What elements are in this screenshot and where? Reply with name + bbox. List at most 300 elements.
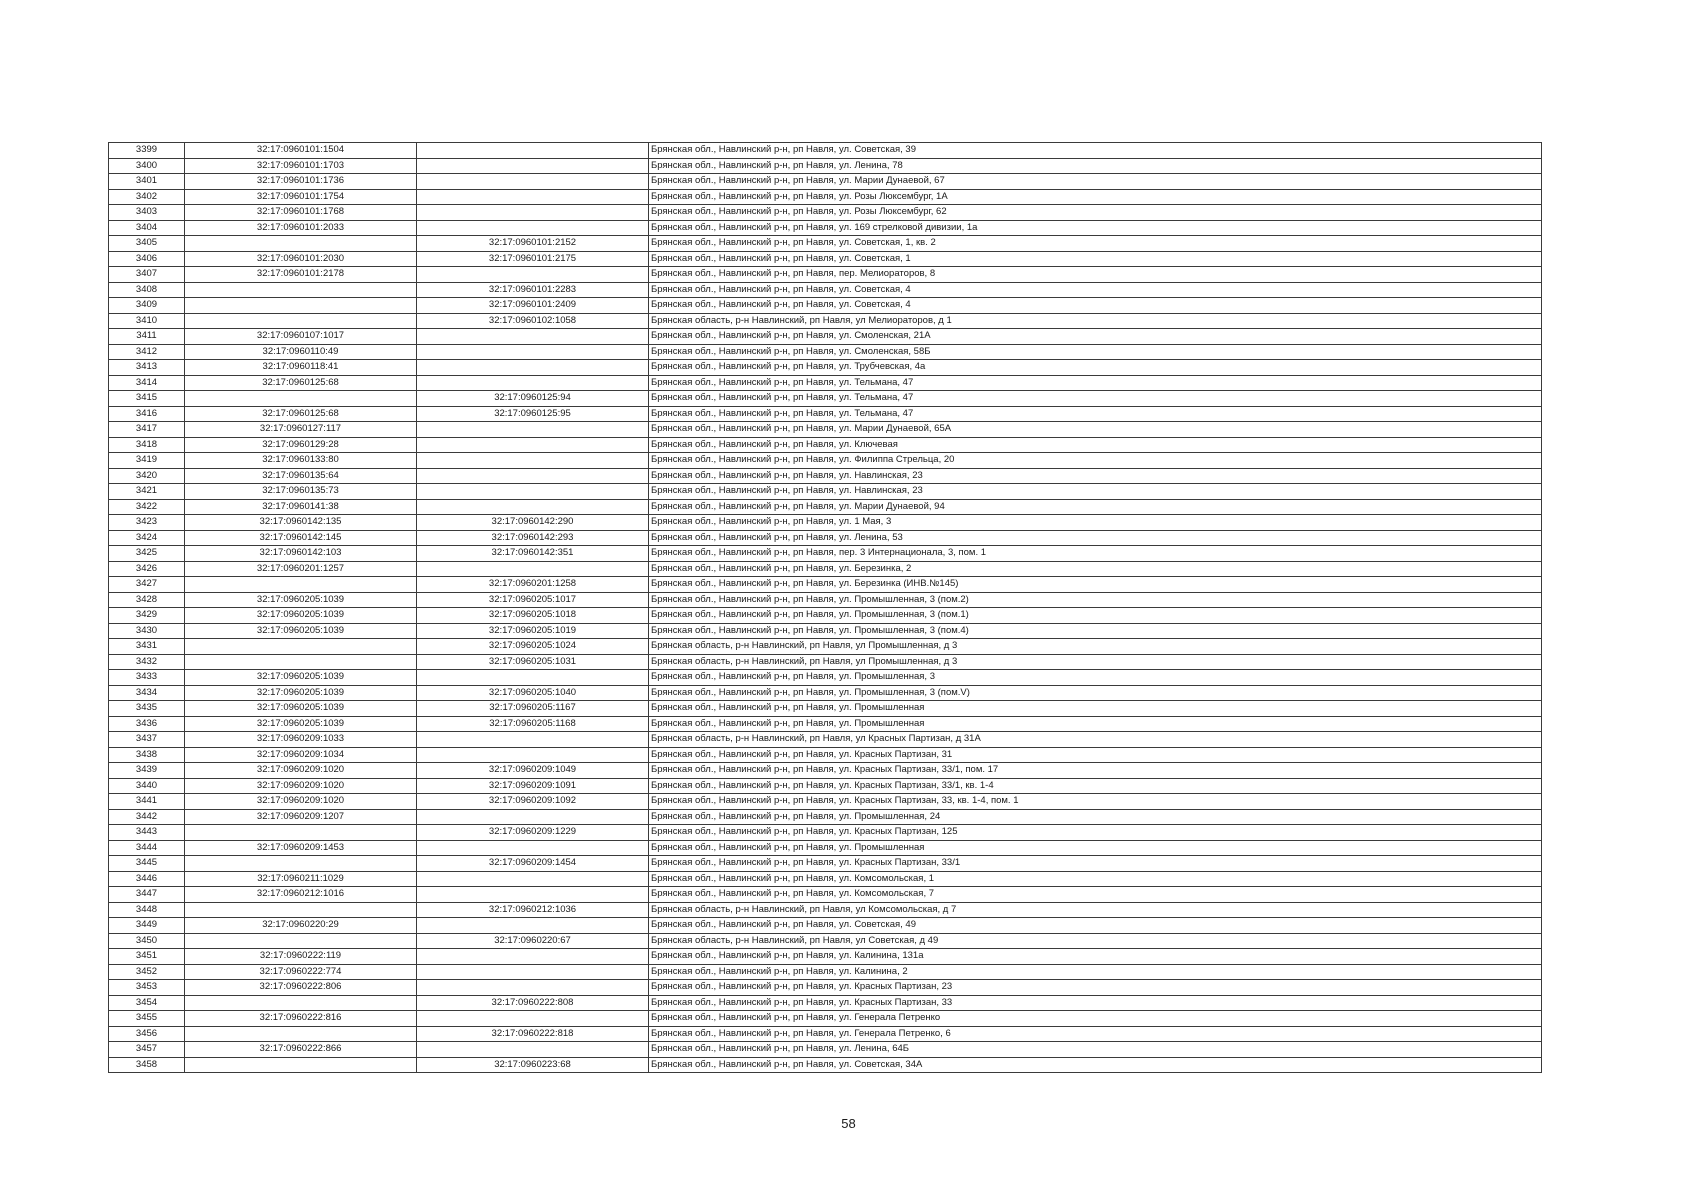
address-cell: Брянская обл., Навлинский р-н, рп Навля, ул. Советская, 1, кв. 2 <box>649 236 1542 252</box>
address-cell: Брянская область, р-н Навлинский, рп Навля, ул Мелиораторов, д 1 <box>649 313 1542 329</box>
row-number-cell: 3440 <box>109 778 185 794</box>
object-cadastral-number-cell: 32:17:0960209:1092 <box>417 794 649 810</box>
table-row <box>109 391 1542 407</box>
address-cell: Брянская обл., Навлинский р-н, рп Навля, ул. Красных Партизан, 33/1, пом. 17 <box>649 763 1542 779</box>
table-row <box>109 158 1542 174</box>
object-cadastral-number-cell <box>417 375 649 391</box>
cadastral-number-cell: 32:17:0960205:1039 <box>185 623 417 639</box>
table-row <box>109 964 1542 980</box>
object-cadastral-number-cell <box>417 918 649 934</box>
object-cadastral-number-cell <box>417 887 649 903</box>
row-number-cell: 3437 <box>109 732 185 748</box>
object-cadastral-number-cell: 32:17:0960142:351 <box>417 546 649 562</box>
object-cadastral-number-cell: 32:17:0960205:1018 <box>417 608 649 624</box>
row-number-cell: 3417 <box>109 422 185 438</box>
table-row <box>109 468 1542 484</box>
address-cell: Брянская обл., Навлинский р-н, рп Навля, ул. Калинина, 131а <box>649 949 1542 965</box>
cadastral-number-cell: 32:17:0960142:103 <box>185 546 417 562</box>
cadastral-number-cell: 32:17:0960209:1034 <box>185 747 417 763</box>
cadastral-number-cell <box>185 577 417 593</box>
row-number-cell: 3409 <box>109 298 185 314</box>
address-cell: Брянская обл., Навлинский р-н, рп Навля, ул. Филиппа Стрельца, 20 <box>649 453 1542 469</box>
table-row <box>109 375 1542 391</box>
row-number-cell: 3408 <box>109 282 185 298</box>
cadastral-number-cell: 32:17:0960201:1257 <box>185 561 417 577</box>
object-cadastral-number-cell <box>417 1011 649 1027</box>
object-cadastral-number-cell <box>417 158 649 174</box>
row-number-cell: 3442 <box>109 809 185 825</box>
address-cell: Брянская обл., Навлинский р-н, рп Навля, ул. Промышленная <box>649 716 1542 732</box>
address-cell: Брянская обл., Навлинский р-н, рп Навля, ул. Промышленная <box>649 840 1542 856</box>
object-cadastral-number-cell <box>417 329 649 345</box>
table-row <box>109 685 1542 701</box>
table-row <box>109 856 1542 872</box>
address-cell: Брянская обл., Навлинский р-н, рп Навля, ул. Советская, 1 <box>649 251 1542 267</box>
row-number-cell: 3401 <box>109 174 185 190</box>
row-number-cell: 3402 <box>109 189 185 205</box>
address-cell: Брянская обл., Навлинский р-н, рп Навля, ул. Промышленная, 3 <box>649 670 1542 686</box>
cadastral-number-cell: 32:17:0960222:119 <box>185 949 417 965</box>
address-cell: Брянская обл., Навлинский р-н, рп Навля, ул. Розы Люксембург, 1А <box>649 189 1542 205</box>
table-row <box>109 887 1542 903</box>
address-cell: Брянская обл., Навлинский р-н, рп Навля, ул. Промышленная, 3 (пом.1) <box>649 608 1542 624</box>
object-cadastral-number-cell: 32:17:0960142:293 <box>417 530 649 546</box>
row-number-cell: 3433 <box>109 670 185 686</box>
cadastral-number-cell <box>185 391 417 407</box>
table-row <box>109 778 1542 794</box>
address-cell: Брянская обл., Навлинский р-н, рп Навля, ул. Ленина, 78 <box>649 158 1542 174</box>
row-number-cell: 3407 <box>109 267 185 283</box>
cadastral-number-cell: 32:17:0960129:28 <box>185 437 417 453</box>
object-cadastral-number-cell <box>417 1042 649 1058</box>
cadastral-number-cell: 32:17:0960101:2030 <box>185 251 417 267</box>
table-row <box>109 1011 1542 1027</box>
cadastral-number-cell: 32:17:0960222:774 <box>185 964 417 980</box>
table-row <box>109 484 1542 500</box>
table-row <box>109 561 1542 577</box>
cadastral-number-cell: 32:17:0960209:1020 <box>185 778 417 794</box>
object-cadastral-number-cell <box>417 189 649 205</box>
cadastral-number-cell <box>185 902 417 918</box>
address-cell: Брянская обл., Навлинский р-н, рп Навля, ул. Розы Люксембург, 62 <box>649 205 1542 221</box>
object-cadastral-number-cell <box>417 670 649 686</box>
object-cadastral-number-cell <box>417 980 649 996</box>
object-cadastral-number-cell <box>417 561 649 577</box>
object-cadastral-number-cell <box>417 840 649 856</box>
table-row <box>109 949 1542 965</box>
address-cell: Брянская область, р-н Навлинский, рп Навля, ул Промышленная, д 3 <box>649 654 1542 670</box>
object-cadastral-number-cell: 32:17:0960101:2283 <box>417 282 649 298</box>
row-number-cell: 3451 <box>109 949 185 965</box>
address-cell: Брянская обл., Навлинский р-н, рп Навля, ул. Навлинская, 23 <box>649 484 1542 500</box>
table-row <box>109 995 1542 1011</box>
table-row <box>109 918 1542 934</box>
cadastral-number-cell: 32:17:0960205:1039 <box>185 685 417 701</box>
cadastral-number-cell <box>185 856 417 872</box>
cadastral-number-cell: 32:17:0960127:117 <box>185 422 417 438</box>
object-cadastral-number-cell <box>417 267 649 283</box>
table-row <box>109 592 1542 608</box>
row-number-cell: 3455 <box>109 1011 185 1027</box>
cadastral-number-cell: 32:17:0960209:1020 <box>185 763 417 779</box>
object-cadastral-number-cell <box>417 468 649 484</box>
table-row <box>109 840 1542 856</box>
address-cell: Брянская обл., Навлинский р-н, рп Навля, ул. Смоленская, 21А <box>649 329 1542 345</box>
object-cadastral-number-cell: 32:17:0960101:2175 <box>417 251 649 267</box>
address-cell: Брянская обл., Навлинский р-н, рп Навля, ул. Ленина, 53 <box>649 530 1542 546</box>
object-cadastral-number-cell: 32:17:0960205:1024 <box>417 639 649 655</box>
object-cadastral-number-cell: 32:17:0960205:1040 <box>417 685 649 701</box>
table-row <box>109 1057 1542 1073</box>
address-cell: Брянская обл., Навлинский р-н, рп Навля, ул. Красных Партизан, 23 <box>649 980 1542 996</box>
cadastral-number-cell: 32:17:0960125:68 <box>185 406 417 422</box>
address-cell: Брянская обл., Навлинский р-н, рп Навля, ул. Березинка, 2 <box>649 561 1542 577</box>
object-cadastral-number-cell: 32:17:0960222:818 <box>417 1026 649 1042</box>
address-cell: Брянская обл., Навлинский р-н, рп Навля, ул. Красных Партизан, 33/1, кв. 1-4 <box>649 778 1542 794</box>
table-row <box>109 654 1542 670</box>
object-cadastral-number-cell: 32:17:0960125:94 <box>417 391 649 407</box>
row-number-cell: 3400 <box>109 158 185 174</box>
row-number-cell: 3457 <box>109 1042 185 1058</box>
object-cadastral-number-cell: 32:17:0960205:1168 <box>417 716 649 732</box>
object-cadastral-number-cell: 32:17:0960205:1167 <box>417 701 649 717</box>
row-number-cell: 3441 <box>109 794 185 810</box>
object-cadastral-number-cell: 32:17:0960209:1454 <box>417 856 649 872</box>
object-cadastral-number-cell: 32:17:0960101:2152 <box>417 236 649 252</box>
table-row <box>109 639 1542 655</box>
table-row <box>109 422 1542 438</box>
table-row <box>109 236 1542 252</box>
object-cadastral-number-cell: 32:17:0960220:67 <box>417 933 649 949</box>
cadastral-number-cell: 32:17:0960101:2178 <box>185 267 417 283</box>
row-number-cell: 3413 <box>109 360 185 376</box>
row-number-cell: 3399 <box>109 143 185 159</box>
address-cell: Брянская обл., Навлинский р-н, рп Навля, ул. Марии Дунаевой, 65А <box>649 422 1542 438</box>
row-number-cell: 3439 <box>109 763 185 779</box>
table-row <box>109 298 1542 314</box>
table-row <box>109 546 1542 562</box>
object-cadastral-number-cell <box>417 732 649 748</box>
cadastral-number-cell: 32:17:0960209:1020 <box>185 794 417 810</box>
row-number-cell: 3446 <box>109 871 185 887</box>
row-number-cell: 3438 <box>109 747 185 763</box>
table-row <box>109 437 1542 453</box>
table-row <box>109 980 1542 996</box>
cadastral-number-cell <box>185 1026 417 1042</box>
table-row <box>109 329 1542 345</box>
cadastral-number-cell <box>185 313 417 329</box>
cadastral-number-cell: 32:17:0960142:135 <box>185 515 417 531</box>
address-cell: Брянская обл., Навлинский р-н, рп Навля, ул. Ключевая <box>649 437 1542 453</box>
table-row <box>109 825 1542 841</box>
cadastral-number-cell: 32:17:0960135:64 <box>185 468 417 484</box>
cadastral-number-cell: 32:17:0960133:80 <box>185 453 417 469</box>
row-number-cell: 3416 <box>109 406 185 422</box>
row-number-cell: 3414 <box>109 375 185 391</box>
object-cadastral-number-cell: 32:17:0960205:1017 <box>417 592 649 608</box>
address-cell: Брянская обл., Навлинский р-н, рп Навля, ул. Марии Дунаевой, 67 <box>649 174 1542 190</box>
table-row <box>109 902 1542 918</box>
table-row <box>109 1042 1542 1058</box>
cadastral-number-cell: 32:17:0960222:806 <box>185 980 417 996</box>
object-cadastral-number-cell <box>417 453 649 469</box>
address-cell: Брянская обл., Навлинский р-н, рп Навля, ул. Комсомольская, 1 <box>649 871 1542 887</box>
row-number-cell: 3428 <box>109 592 185 608</box>
row-number-cell: 3424 <box>109 530 185 546</box>
table-row <box>109 530 1542 546</box>
table-row <box>109 747 1542 763</box>
row-number-cell: 3420 <box>109 468 185 484</box>
row-number-cell: 3425 <box>109 546 185 562</box>
row-number-cell: 3435 <box>109 701 185 717</box>
row-number-cell: 3436 <box>109 716 185 732</box>
cadastral-number-cell <box>185 1057 417 1073</box>
object-cadastral-number-cell: 32:17:0960222:808 <box>417 995 649 1011</box>
object-cadastral-number-cell <box>417 422 649 438</box>
row-number-cell: 3427 <box>109 577 185 593</box>
object-cadastral-number-cell: 32:17:0960102:1058 <box>417 313 649 329</box>
address-cell: Брянская обл., Навлинский р-н, рп Навля, ул. Смоленская, 58Б <box>649 344 1542 360</box>
row-number-cell: 3454 <box>109 995 185 1011</box>
row-number-cell: 3410 <box>109 313 185 329</box>
object-cadastral-number-cell <box>417 747 649 763</box>
object-cadastral-number-cell <box>417 220 649 236</box>
table-row <box>109 701 1542 717</box>
row-number-cell: 3426 <box>109 561 185 577</box>
table-row <box>109 220 1542 236</box>
address-cell: Брянская обл., Навлинский р-н, рп Навля, пер. 3 Интернационала, 3, пом. 1 <box>649 546 1542 562</box>
address-cell: Брянская обл., Навлинский р-н, рп Навля, ул. Промышленная <box>649 701 1542 717</box>
object-cadastral-number-cell: 32:17:0960142:290 <box>417 515 649 531</box>
row-number-cell: 3403 <box>109 205 185 221</box>
row-number-cell: 3430 <box>109 623 185 639</box>
cadastral-number-cell: 32:17:0960205:1039 <box>185 592 417 608</box>
object-cadastral-number-cell <box>417 437 649 453</box>
row-number-cell: 3412 <box>109 344 185 360</box>
cadastral-number-cell: 32:17:0960205:1039 <box>185 701 417 717</box>
cadastral-number-cell: 32:17:0960142:145 <box>185 530 417 546</box>
address-cell: Брянская обл., Навлинский р-н, рп Навля, ул. Тельмана, 47 <box>649 406 1542 422</box>
row-number-cell: 3411 <box>109 329 185 345</box>
address-cell: Брянская обл., Навлинский р-н, рп Навля, ул. Генерала Петренко, 6 <box>649 1026 1542 1042</box>
address-cell: Брянская область, р-н Навлинский, рп Навля, ул Комсомольская, д 7 <box>649 902 1542 918</box>
registry-table-body <box>109 143 1542 1073</box>
table-row <box>109 205 1542 221</box>
row-number-cell: 3406 <box>109 251 185 267</box>
row-number-cell: 3444 <box>109 840 185 856</box>
address-cell: Брянская обл., Навлинский р-н, рп Навля, ул. Красных Партизан, 33/1 <box>649 856 1542 872</box>
table-row <box>109 174 1542 190</box>
row-number-cell: 3453 <box>109 980 185 996</box>
object-cadastral-number-cell <box>417 205 649 221</box>
cadastral-number-cell: 32:17:0960205:1039 <box>185 670 417 686</box>
table-row <box>109 267 1542 283</box>
cadastral-number-cell: 32:17:0960101:1504 <box>185 143 417 159</box>
address-cell: Брянская обл., Навлинский р-н, рп Навля, ул. Тельмана, 47 <box>649 375 1542 391</box>
table-row <box>109 406 1542 422</box>
row-number-cell: 3448 <box>109 902 185 918</box>
object-cadastral-number-cell <box>417 871 649 887</box>
address-cell: Брянская обл., Навлинский р-н, рп Навля, ул. Советская, 39 <box>649 143 1542 159</box>
row-number-cell: 3431 <box>109 639 185 655</box>
object-cadastral-number-cell <box>417 143 649 159</box>
cadastral-number-cell: 32:17:0960135:73 <box>185 484 417 500</box>
table-row <box>109 809 1542 825</box>
table-row <box>109 763 1542 779</box>
page-number: 58 <box>841 1116 856 1131</box>
object-cadastral-number-cell: 32:17:0960209:1049 <box>417 763 649 779</box>
cadastral-number-cell: 32:17:0960101:1768 <box>185 205 417 221</box>
cadastral-number-cell: 32:17:0960101:1736 <box>185 174 417 190</box>
address-cell: Брянская обл., Навлинский р-н, рп Навля, ул. Тельмана, 47 <box>649 391 1542 407</box>
address-cell: Брянская обл., Навлинский р-н, рп Навля, ул. Советская, 4 <box>649 298 1542 314</box>
address-cell: Брянская обл., Навлинский р-н, рп Навля, ул. Красных Партизан, 125 <box>649 825 1542 841</box>
cadastral-number-cell: 32:17:0960220:29 <box>185 918 417 934</box>
address-cell: Брянская обл., Навлинский р-н, рп Навля, ул. Красных Партизан, 31 <box>649 747 1542 763</box>
cadastral-number-cell: 32:17:0960101:2033 <box>185 220 417 236</box>
address-cell: Брянская обл., Навлинский р-н, рп Навля, пер. Мелиораторов, 8 <box>649 267 1542 283</box>
address-cell: Брянская обл., Навлинский р-н, рп Навля, ул. Промышленная, 3 (пом.4) <box>649 623 1542 639</box>
object-cadastral-number-cell <box>417 344 649 360</box>
table-row <box>109 515 1542 531</box>
object-cadastral-number-cell: 32:17:0960125:95 <box>417 406 649 422</box>
address-cell: Брянская обл., Навлинский р-н, рп Навля, ул. Трубчевская, 4а <box>649 360 1542 376</box>
cadastral-number-cell: 32:17:0960107:1017 <box>185 329 417 345</box>
table-row <box>109 189 1542 205</box>
row-number-cell: 3404 <box>109 220 185 236</box>
object-cadastral-number-cell <box>417 809 649 825</box>
table-row <box>109 251 1542 267</box>
row-number-cell: 3423 <box>109 515 185 531</box>
object-cadastral-number-cell: 32:17:0960205:1019 <box>417 623 649 639</box>
address-cell: Брянская обл., Навлинский р-н, рп Навля, ул. Ленина, 64Б <box>649 1042 1542 1058</box>
object-cadastral-number-cell <box>417 949 649 965</box>
table-row <box>109 716 1542 732</box>
object-cadastral-number-cell: 32:17:0960205:1031 <box>417 654 649 670</box>
table-row <box>109 608 1542 624</box>
table-row <box>109 670 1542 686</box>
cadastral-number-cell: 32:17:0960222:866 <box>185 1042 417 1058</box>
cadastral-number-cell: 32:17:0960101:1703 <box>185 158 417 174</box>
cadastral-number-cell: 32:17:0960209:1453 <box>185 840 417 856</box>
cadastral-number-cell: 32:17:0960110:49 <box>185 344 417 360</box>
row-number-cell: 3429 <box>109 608 185 624</box>
row-number-cell: 3432 <box>109 654 185 670</box>
row-number-cell: 3421 <box>109 484 185 500</box>
address-cell: Брянская область, р-н Навлинский, рп Навля, ул Промышленная, д 3 <box>649 639 1542 655</box>
row-number-cell: 3447 <box>109 887 185 903</box>
table-row <box>109 1026 1542 1042</box>
address-cell: Брянская обл., Навлинский р-н, рп Навля, ул. Березинка (ИНВ.№145) <box>649 577 1542 593</box>
address-cell: Брянская обл., Навлинский р-н, рп Навля, ул. Советская, 49 <box>649 918 1542 934</box>
object-cadastral-number-cell: 32:17:0960209:1229 <box>417 825 649 841</box>
address-cell: Брянская обл., Навлинский р-н, рп Навля, ул. Промышленная, 3 (пом.2) <box>649 592 1542 608</box>
object-cadastral-number-cell <box>417 964 649 980</box>
object-cadastral-number-cell: 32:17:0960209:1091 <box>417 778 649 794</box>
cadastral-number-cell: 32:17:0960141:38 <box>185 499 417 515</box>
address-cell: Брянская обл., Навлинский р-н, рп Навля, ул. Навлинская, 23 <box>649 468 1542 484</box>
table-row <box>109 360 1542 376</box>
cadastral-number-cell <box>185 298 417 314</box>
table-row <box>109 499 1542 515</box>
object-cadastral-number-cell <box>417 360 649 376</box>
row-number-cell: 3443 <box>109 825 185 841</box>
table-row <box>109 344 1542 360</box>
cadastral-number-cell: 32:17:0960205:1039 <box>185 608 417 624</box>
table-row <box>109 453 1542 469</box>
cadastral-number-cell <box>185 825 417 841</box>
object-cadastral-number-cell: 32:17:0960101:2409 <box>417 298 649 314</box>
table-row <box>109 313 1542 329</box>
cadastral-number-cell: 32:17:0960212:1016 <box>185 887 417 903</box>
row-number-cell: 3450 <box>109 933 185 949</box>
table-row <box>109 282 1542 298</box>
address-cell: Брянская область, р-н Навлинский, рп Навля, ул Советская, д 49 <box>649 933 1542 949</box>
table-row <box>109 933 1542 949</box>
row-number-cell: 3458 <box>109 1057 185 1073</box>
cadastral-number-cell: 32:17:0960125:68 <box>185 375 417 391</box>
object-cadastral-number-cell: 32:17:0960212:1036 <box>417 902 649 918</box>
table-row <box>109 871 1542 887</box>
table-row <box>109 577 1542 593</box>
registry-table <box>108 142 1542 1073</box>
cadastral-number-cell: 32:17:0960101:1754 <box>185 189 417 205</box>
address-cell: Брянская обл., Навлинский р-н, рп Навля, ул. Калинина, 2 <box>649 964 1542 980</box>
row-number-cell: 3415 <box>109 391 185 407</box>
row-number-cell: 3452 <box>109 964 185 980</box>
address-cell: Брянская обл., Навлинский р-н, рп Навля, ул. Красных Партизан, 33 <box>649 995 1542 1011</box>
address-cell: Брянская обл., Навлинский р-н, рп Навля, ул. Красных Партизан, 33, кв. 1-4, пом. 1 <box>649 794 1542 810</box>
cadastral-number-cell <box>185 282 417 298</box>
cadastral-number-cell <box>185 639 417 655</box>
row-number-cell: 3419 <box>109 453 185 469</box>
address-cell: Брянская область, р-н Навлинский, рп Навля, ул Красных Партизан, д 31А <box>649 732 1542 748</box>
object-cadastral-number-cell <box>417 484 649 500</box>
object-cadastral-number-cell <box>417 499 649 515</box>
row-number-cell: 3434 <box>109 685 185 701</box>
cadastral-number-cell: 32:17:0960205:1039 <box>185 716 417 732</box>
cadastral-number-cell <box>185 933 417 949</box>
cadastral-number-cell <box>185 236 417 252</box>
cadastral-number-cell: 32:17:0960222:816 <box>185 1011 417 1027</box>
table-row <box>109 143 1542 159</box>
address-cell: Брянская обл., Навлинский р-н, рп Навля, ул. Промышленная, 3 (пом.V) <box>649 685 1542 701</box>
cadastral-number-cell: 32:17:0960211:1029 <box>185 871 417 887</box>
address-cell: Брянская обл., Навлинский р-н, рп Навля, ул. 1 Мая, 3 <box>649 515 1542 531</box>
row-number-cell: 3445 <box>109 856 185 872</box>
table-row <box>109 623 1542 639</box>
row-number-cell: 3456 <box>109 1026 185 1042</box>
address-cell: Брянская обл., Навлинский р-н, рп Навля, ул. Советская, 34А <box>649 1057 1542 1073</box>
row-number-cell: 3405 <box>109 236 185 252</box>
cadastral-number-cell: 32:17:0960209:1033 <box>185 732 417 748</box>
address-cell: Брянская обл., Навлинский р-н, рп Навля, ул. Комсомольская, 7 <box>649 887 1542 903</box>
cadastral-number-cell: 32:17:0960118:41 <box>185 360 417 376</box>
row-number-cell: 3422 <box>109 499 185 515</box>
address-cell: Брянская обл., Навлинский р-н, рп Навля, ул. 169 стрелковой дивизии, 1а <box>649 220 1542 236</box>
row-number-cell: 3418 <box>109 437 185 453</box>
address-cell: Брянская обл., Навлинский р-н, рп Навля, ул. Советская, 4 <box>649 282 1542 298</box>
cadastral-number-cell <box>185 995 417 1011</box>
address-cell: Брянская обл., Навлинский р-н, рп Навля, ул. Марии Дунаевой, 94 <box>649 499 1542 515</box>
cadastral-number-cell: 32:17:0960209:1207 <box>185 809 417 825</box>
table-row <box>109 732 1542 748</box>
object-cadastral-number-cell: 32:17:0960223:68 <box>417 1057 649 1073</box>
object-cadastral-number-cell: 32:17:0960201:1258 <box>417 577 649 593</box>
address-cell: Брянская обл., Навлинский р-н, рп Навля, ул. Генерала Петренко <box>649 1011 1542 1027</box>
row-number-cell: 3449 <box>109 918 185 934</box>
object-cadastral-number-cell <box>417 174 649 190</box>
